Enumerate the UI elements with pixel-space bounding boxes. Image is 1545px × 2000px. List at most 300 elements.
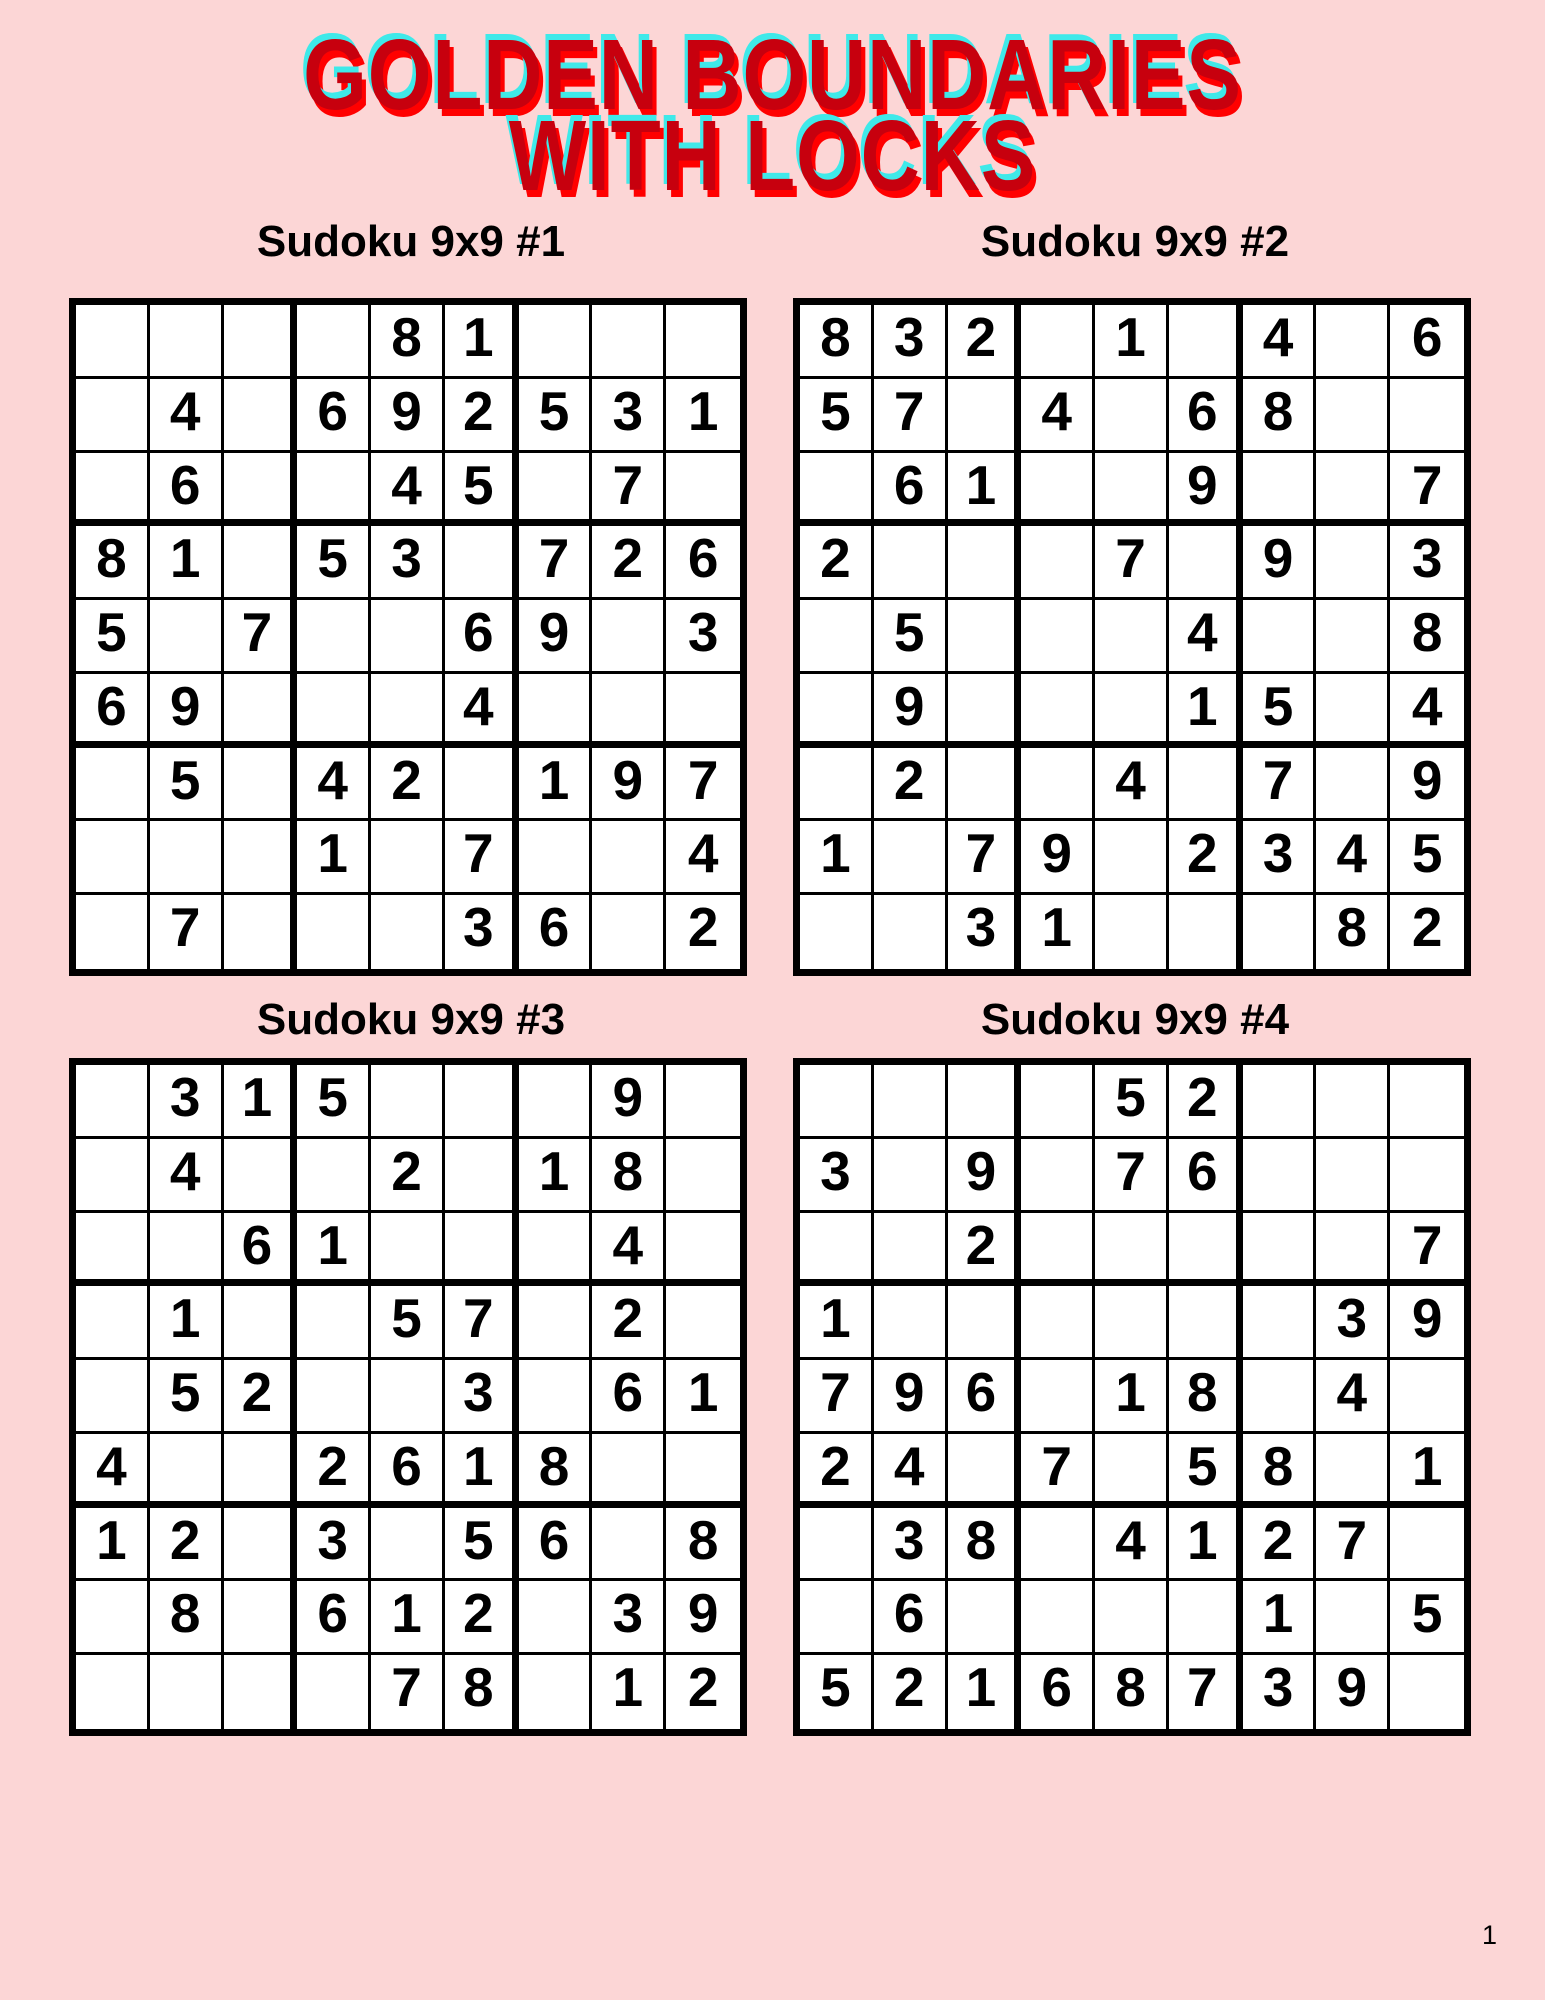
sudoku-cell (1243, 1360, 1317, 1434)
sudoku-cell: 6 (1169, 379, 1243, 453)
sudoku-cell (666, 453, 740, 527)
sudoku-cell: 8 (800, 305, 874, 379)
sudoku-cell (76, 305, 150, 379)
sudoku-cell (371, 600, 445, 674)
sudoku-cell: 5 (1390, 821, 1464, 895)
sudoku-cell: 6 (592, 1360, 666, 1434)
sudoku-cell (224, 1581, 298, 1655)
sudoku-cell (1390, 379, 1464, 453)
sudoku-cell (150, 1655, 224, 1729)
sudoku-cell (1316, 674, 1390, 748)
sudoku-cell (1021, 305, 1095, 379)
sudoku-cell (948, 1286, 1022, 1360)
sudoku-cell (150, 600, 224, 674)
sudoku-cell: 9 (519, 600, 593, 674)
sudoku-cell (519, 305, 593, 379)
sudoku-cell: 5 (371, 1286, 445, 1360)
sudoku-cell (76, 1065, 150, 1139)
sudoku-cell (1021, 674, 1095, 748)
sudoku-cell: 7 (874, 379, 948, 453)
sudoku-cell: 5 (800, 1655, 874, 1729)
sudoku-cell: 3 (297, 1508, 371, 1582)
sudoku-cell: 8 (76, 526, 150, 600)
sudoku-cell (948, 674, 1022, 748)
sudoku-cell: 2 (592, 526, 666, 600)
sudoku-cell (1316, 1065, 1390, 1139)
sudoku-cell: 3 (592, 379, 666, 453)
sudoku-cell (224, 453, 298, 527)
sudoku-cell: 1 (948, 1655, 1022, 1729)
sudoku-cell (1021, 1286, 1095, 1360)
page-title-line2: WITH LOCKS (508, 100, 1037, 212)
sudoku-cell: 9 (592, 748, 666, 822)
sudoku-cell (1316, 1139, 1390, 1213)
sudoku-cell: 5 (150, 748, 224, 822)
sudoku-cell: 3 (1316, 1286, 1390, 1360)
sudoku-cell: 8 (1095, 1655, 1169, 1729)
sudoku-cell: 2 (445, 1581, 519, 1655)
sudoku-cell: 7 (1021, 1434, 1095, 1508)
sudoku-cell: 6 (874, 1581, 948, 1655)
sudoku-cell: 4 (874, 1434, 948, 1508)
sudoku-cell: 7 (666, 748, 740, 822)
sudoku-cell (800, 1065, 874, 1139)
sudoku-cell: 2 (1411, 896, 1443, 959)
sudoku-cell (666, 1286, 740, 1360)
sudoku-cell: 5 (297, 526, 371, 600)
sudoku-cell: 1 (445, 1434, 519, 1508)
sudoku-cell: 2 (948, 1213, 1022, 1287)
sudoku-grid-3 (69, 1058, 747, 1736)
sudoku-cell: 6 (371, 1434, 445, 1508)
sudoku-cell: 2 (371, 1139, 445, 1213)
sudoku-cell: 2 (224, 1360, 298, 1434)
sudoku-cell (1095, 674, 1169, 748)
sudoku-cell (1021, 1139, 1095, 1213)
sudoku-cell: 6 (874, 453, 948, 527)
sudoku-cell (800, 895, 874, 969)
sudoku-cell: 7 (150, 895, 224, 969)
sudoku-cell (297, 674, 371, 748)
sudoku-cell: 3 (592, 1581, 666, 1655)
sudoku-cell: 2 (800, 1434, 874, 1508)
sudoku-cell (76, 748, 150, 822)
sudoku-cell: 6 (297, 379, 371, 453)
sudoku-cell (371, 674, 445, 748)
sudoku-cell (371, 1360, 445, 1434)
sudoku-cell: 2 (874, 1655, 948, 1729)
sudoku-cell (224, 379, 298, 453)
sudoku-cell: 8 (1243, 379, 1317, 453)
sudoku-cell (1095, 379, 1169, 453)
sudoku-cell: 2 (687, 1656, 719, 1719)
sudoku-cell (297, 305, 371, 379)
sudoku-cell (666, 1434, 740, 1508)
sudoku-cell: 7 (948, 821, 1022, 895)
sudoku-cell: 3 (150, 1065, 224, 1139)
page-title (0, 19, 1545, 212)
sudoku-cell (224, 1655, 298, 1729)
sudoku-cell (519, 1065, 593, 1139)
sudoku-cell: 7 (1169, 1655, 1243, 1729)
sudoku-cell: 4 (592, 1213, 666, 1287)
sudoku-cell (1021, 1213, 1095, 1287)
sudoku-cell (445, 1065, 519, 1139)
sudoku-cell (445, 748, 519, 822)
sudoku-cell (371, 821, 445, 895)
sudoku-cell: 1 (592, 1655, 666, 1729)
sudoku-cell (592, 1434, 666, 1508)
sudoku-cell (224, 1434, 298, 1508)
sudoku-cell: 2 (445, 379, 519, 453)
puzzle-title-4: Sudoku 9x9 #4 (980, 995, 1290, 1044)
sudoku-cell: 6 (519, 895, 593, 969)
sudoku-cell (297, 1139, 371, 1213)
sudoku-cell: 3 (874, 305, 948, 379)
sudoku-cell (1021, 526, 1095, 600)
sudoku-cell (1021, 1065, 1095, 1139)
sudoku-cell: 3 (1390, 526, 1464, 600)
sudoku-cell (948, 1434, 1022, 1508)
sudoku-cell (948, 748, 1022, 822)
sudoku-cell: 6 (445, 600, 519, 674)
sudoku-cell (1095, 600, 1169, 674)
sudoku-grid-1 (69, 298, 747, 976)
sudoku-cell (1243, 453, 1317, 527)
puzzle-title-3: Sudoku 9x9 #3 (256, 995, 566, 1044)
sudoku-cell: 9 (874, 1360, 948, 1434)
sudoku-cell: 9 (1169, 453, 1243, 527)
sudoku-cell (1316, 600, 1390, 674)
sudoku-cell: 1 (371, 1581, 445, 1655)
sudoku-cell: 8 (948, 1508, 1022, 1582)
sudoku-cell (1390, 1139, 1464, 1213)
sudoku-cell (666, 1065, 740, 1139)
sudoku-cell (800, 453, 874, 527)
sudoku-cell: 7 (1243, 748, 1317, 822)
sudoku-cell (1021, 600, 1095, 674)
sudoku-cell (666, 1213, 740, 1287)
sudoku-cell: 7 (445, 1286, 519, 1360)
sudoku-cell (948, 1581, 1022, 1655)
sudoku-cell (224, 674, 298, 748)
sudoku-cell: 8 (150, 1581, 224, 1655)
sudoku-cell: 7 (519, 526, 593, 600)
sudoku-cell (1243, 1139, 1317, 1213)
sudoku-cell (1390, 1508, 1464, 1582)
sudoku-cell: 1 (76, 1508, 150, 1582)
sudoku-cell: 4 (150, 1139, 224, 1213)
sudoku-cell (371, 895, 445, 969)
sudoku-cell: 1 (1169, 1508, 1243, 1582)
sudoku-cell: 1 (1243, 1581, 1317, 1655)
sudoku-cell: 2 (1169, 1065, 1243, 1139)
sudoku-cell (519, 1581, 593, 1655)
sudoku-cell: 5 (519, 379, 593, 453)
sudoku-cell (1316, 1434, 1390, 1508)
sudoku-cell (874, 821, 948, 895)
sudoku-cell: 5 (297, 1065, 371, 1139)
sudoku-cell (1021, 1508, 1095, 1582)
sudoku-cell (948, 526, 1022, 600)
sudoku-cell: 1 (297, 821, 371, 895)
sudoku-cell: 5 (1095, 1065, 1169, 1139)
sudoku-cell: 8 (1243, 1434, 1317, 1508)
sudoku-cell (76, 895, 150, 969)
page-number: 1 (1482, 1920, 1498, 1950)
sudoku-cell: 2 (150, 1508, 224, 1582)
sudoku-cell (445, 1139, 519, 1213)
sudoku-cell (800, 674, 874, 748)
sudoku-cell: 6 (297, 1581, 371, 1655)
sudoku-cell: 4 (1243, 305, 1317, 379)
sudoku-cell: 7 (1390, 453, 1464, 527)
sudoku-cell: 2 (371, 748, 445, 822)
sudoku-cell (297, 453, 371, 527)
sudoku-cell (800, 1508, 874, 1582)
sudoku-cell (666, 1139, 740, 1213)
sudoku-cell: 2 (592, 1286, 666, 1360)
sudoku-cell (1316, 526, 1390, 600)
sudoku-cell (1316, 1213, 1390, 1287)
sudoku-cell (800, 1213, 874, 1287)
sudoku-cell (1021, 1581, 1095, 1655)
sudoku-cell: 8 (445, 1655, 519, 1729)
sudoku-cell: 7 (445, 821, 519, 895)
sudoku-cell: 1 (800, 1286, 874, 1360)
sudoku-cell (1316, 453, 1390, 527)
sudoku-cell (1243, 1286, 1317, 1360)
sudoku-cell (445, 1213, 519, 1287)
sudoku-cell (297, 1360, 371, 1434)
sudoku-cell: 1 (1095, 305, 1169, 379)
sudoku-cell: 4 (1316, 1360, 1390, 1434)
sudoku-cell (1095, 1286, 1169, 1360)
sudoku-cell (76, 1581, 150, 1655)
sudoku-cell: 3 (1243, 821, 1317, 895)
sudoku-cell: 9 (874, 674, 948, 748)
sudoku-cell: 9 (150, 674, 224, 748)
sudoku-cell (592, 305, 666, 379)
sudoku-cell: 4 (1316, 821, 1390, 895)
sudoku-cell (1169, 526, 1243, 600)
sudoku-grid-2 (793, 298, 1471, 976)
sudoku-cell (800, 600, 874, 674)
sudoku-cell (1021, 453, 1095, 527)
sudoku-cell (150, 821, 224, 895)
sudoku-cell: 8 (1316, 895, 1390, 969)
puzzle-title-2: Sudoku 9x9 #2 (980, 217, 1290, 266)
sudoku-cell (1316, 379, 1390, 453)
sudoku-cell: 9 (666, 1581, 740, 1655)
sudoku-cell: 4 (297, 748, 371, 822)
sudoku-cell (1390, 1065, 1464, 1139)
sudoku-cell (1243, 1065, 1317, 1139)
sudoku-cell: 6 (666, 526, 740, 600)
sudoku-cell: 6 (224, 1213, 298, 1287)
sudoku-cell (592, 895, 666, 969)
sudoku-cell (1243, 600, 1317, 674)
sudoku-cell (1095, 453, 1169, 527)
sudoku-cell: 1 (150, 1286, 224, 1360)
sudoku-cell: 1 (1021, 895, 1095, 969)
sudoku-cell: 5 (1169, 1434, 1243, 1508)
sudoku-cell: 5 (800, 379, 874, 453)
sudoku-cell (1243, 895, 1317, 969)
sudoku-cell: 1 (1095, 1360, 1169, 1434)
sudoku-cell: 5 (1243, 674, 1317, 748)
sudoku-cell (371, 1213, 445, 1287)
sudoku-cell: 2 (297, 1434, 371, 1508)
sudoku-cell (1095, 1213, 1169, 1287)
sudoku-cell (800, 748, 874, 822)
sudoku-cell (1243, 1213, 1317, 1287)
sudoku-cell (76, 1139, 150, 1213)
sudoku-cell: 6 (519, 1508, 593, 1582)
sudoku-cell: 5 (76, 600, 150, 674)
sudoku-cell (519, 1655, 593, 1729)
sudoku-cell: 8 (1169, 1360, 1243, 1434)
sudoku-cell (76, 1360, 150, 1434)
sudoku-cell (76, 453, 150, 527)
sudoku-cell: 9 (371, 379, 445, 453)
sudoku-cell: 3 (666, 600, 740, 674)
sudoku-cell (150, 1213, 224, 1287)
sudoku-cell (519, 453, 593, 527)
sudoku-cell (224, 1286, 298, 1360)
sudoku-cell (224, 305, 298, 379)
sudoku-cell (224, 821, 298, 895)
sudoku-cell (1169, 1213, 1243, 1287)
sudoku-cell (592, 600, 666, 674)
sudoku-cell: 1 (519, 748, 593, 822)
sudoku-cell: 1 (948, 453, 1022, 527)
sudoku-cell (297, 895, 371, 969)
sudoku-cell (874, 1286, 948, 1360)
sudoku-cell: 3 (445, 1360, 519, 1434)
sudoku-cell: 6 (1169, 1139, 1243, 1213)
sudoku-cell (76, 1213, 150, 1287)
sudoku-cell: 9 (1390, 748, 1464, 822)
sudoku-cell (1095, 895, 1169, 969)
sudoku-cell: 3 (948, 895, 1022, 969)
sudoku-cell (1169, 895, 1243, 969)
sudoku-cell: 5 (874, 600, 948, 674)
sudoku-cell: 3 (1243, 1655, 1317, 1729)
sudoku-cell (592, 1508, 666, 1582)
sudoku-cell: 9 (1243, 526, 1317, 600)
sudoku-cell: 4 (1095, 1508, 1169, 1582)
sudoku-cell: 4 (666, 821, 740, 895)
sudoku-cell: 2 (1243, 1508, 1317, 1582)
sudoku-cell: 7 (1095, 1139, 1169, 1213)
sudoku-cell (592, 821, 666, 895)
sudoku-cell: 8 (1390, 600, 1464, 674)
sudoku-cell: 5 (445, 453, 519, 527)
sudoku-cell: 4 (1021, 379, 1095, 453)
sudoku-cell: 1 (800, 821, 874, 895)
sudoku-cell: 9 (1021, 821, 1095, 895)
sudoku-cell (1095, 821, 1169, 895)
sudoku-cell (1095, 1434, 1169, 1508)
sudoku-cell: 1 (1169, 674, 1243, 748)
sudoku-cell: 1 (150, 526, 224, 600)
sudoku-cell (1021, 748, 1095, 822)
sudoku-cell: 9 (948, 1139, 1022, 1213)
sudoku-cell: 1 (666, 379, 740, 453)
sudoku-cell (371, 1508, 445, 1582)
sudoku-cell: 2 (874, 748, 948, 822)
sudoku-cell (297, 1286, 371, 1360)
sudoku-cell: 8 (666, 1508, 740, 1582)
sudoku-cell (224, 1139, 298, 1213)
sudoku-cell (224, 526, 298, 600)
sudoku-cell (874, 895, 948, 969)
sudoku-cell (800, 1581, 874, 1655)
sudoku-cell (519, 674, 593, 748)
sudoku-cell: 4 (76, 1434, 150, 1508)
sudoku-cell (224, 1508, 298, 1582)
sudoku-cell (948, 600, 1022, 674)
sudoku-cell (1316, 305, 1390, 379)
sudoku-cell: 9 (592, 1065, 666, 1139)
sudoku-cell: 4 (1390, 674, 1464, 748)
sudoku-cell: 2 (1169, 821, 1243, 895)
sudoku-cell: 6 (948, 1360, 1022, 1434)
sudoku-cell (874, 526, 948, 600)
sudoku-cell: 2 (800, 526, 874, 600)
sudoku-cell: 9 (1316, 1655, 1390, 1729)
sudoku-cell (76, 1655, 150, 1729)
sudoku-cell: 7 (592, 453, 666, 527)
sudoku-cell (1095, 1581, 1169, 1655)
sudoku-cell: 8 (592, 1139, 666, 1213)
sudoku-cell: 8 (371, 305, 445, 379)
sudoku-cell (874, 1065, 948, 1139)
sudoku-cell (1169, 305, 1243, 379)
sudoku-cell (592, 674, 666, 748)
sudoku-cell (519, 1360, 593, 1434)
sudoku-cell (1169, 748, 1243, 822)
sudoku-cell: 6 (1021, 1655, 1095, 1729)
sudoku-cell: 4 (445, 674, 519, 748)
sudoku-cell: 2 (948, 305, 1022, 379)
sudoku-cell (224, 895, 298, 969)
sudoku-cell (76, 379, 150, 453)
sudoku-cell (1169, 1581, 1243, 1655)
sudoku-cell (948, 379, 1022, 453)
sudoku-cell (445, 526, 519, 600)
sudoku-cell: 7 (371, 1655, 445, 1729)
sudoku-cell (1169, 1286, 1243, 1360)
sudoku-cell (297, 600, 371, 674)
sudoku-cell: 9 (1390, 1286, 1464, 1360)
sudoku-cell: 3 (874, 1508, 948, 1582)
sudoku-cell: 4 (1095, 748, 1169, 822)
sudoku-cell: 7 (224, 600, 298, 674)
sudoku-cell (1390, 1360, 1464, 1434)
sudoku-cell: 5 (1390, 1581, 1464, 1655)
sudoku-cell (874, 1213, 948, 1287)
sudoku-cell (948, 1065, 1022, 1139)
sudoku-cell (150, 1434, 224, 1508)
sudoku-cell: 7 (800, 1360, 874, 1434)
page-title-line1: GOLDEN BOUNDARIES (303, 19, 1242, 131)
sudoku-cell (1021, 1360, 1095, 1434)
sudoku-cell: 1 (1390, 1434, 1464, 1508)
sudoku-cell (519, 1286, 593, 1360)
sudoku-cell (519, 1213, 593, 1287)
